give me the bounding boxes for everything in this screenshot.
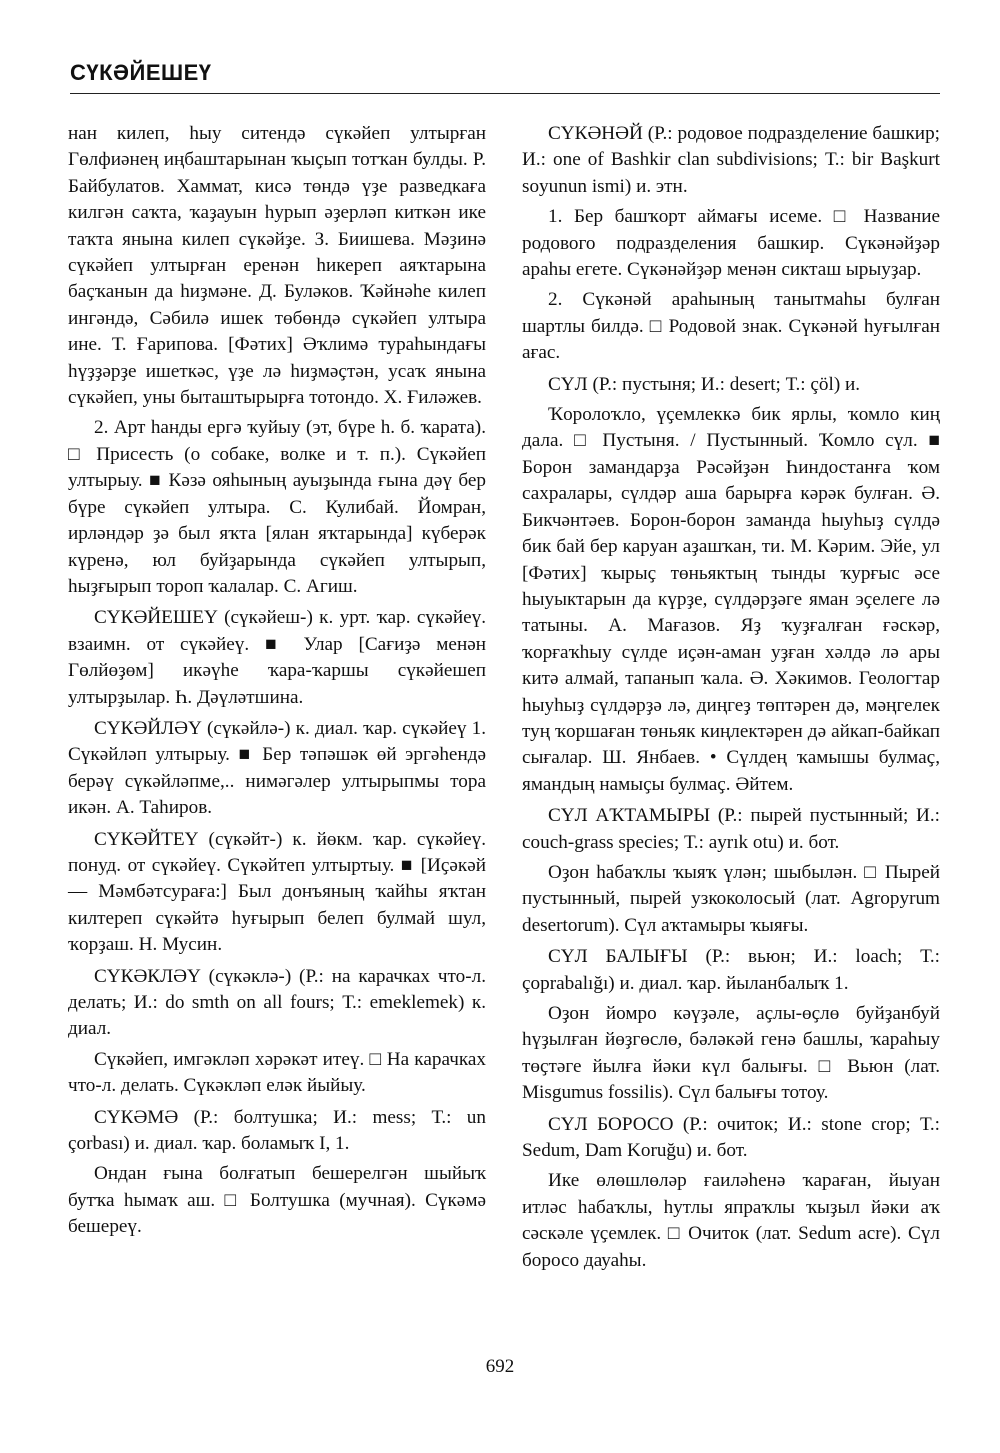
entry-paragraph: СҮКӘЙТЕҮ (сүкәйт-) к. йөкм. ҡар. сүкәйеү. понуд. от сүкәйеү. Сүкәйтеп ултыртыу. ■ [Иҫәкәй — Мәмбәтсураға:] Был донъяның ҡайһы яҡтан килтереп сүкәйтә һуғырып белеп булмай шул, ҡорҙаш. Н. Мусин. [68,828,486,956]
entry-paragraph: Ҡоролоҡло, үҫемлеккә бик ярлы, ҡомло киң дала. □ Пустыня. / Пустынный. Ҡомло сүл. ■ Борон замандарҙа Рәсәйҙән Һиндостанға ҡом сахралары, сүлдәр аша барырға кәрәк булған. Ә. Бикчәнтәев. Борон-борон заманда һыуһыҙ сүлдә бик бай бер каруан аҙашҡан, ти. М. Кәрим. Эйе, ул [Фәтих] ҡырыҫ төньяктың тынды ҡурғыс әсе һыуыктарын да күрҙе, сүлдәрҙәге яман эҫелеге лә татыны. А. Мағазов. Яҙ ҡуҙғалған ғәскәр, ҡорғаҡһыу сүлде иҫән-аман уҙған хәлдә лә ары китә алмай, тапанып ҡала. Ә. Хәкимов. Геологтар һыуһыҙ сүлдәрҙә лә, диңгеҙ төптәрен дә, мәңгелек туң ҡоршаған төньяк киңлектәрен дә айкап-байкап сығалар. Ш. Янбаев. • Сүлдең ҡамышы булмаҫ, ямандың намыҫы булмаҫ. Әйтем. [522,404,940,795]
entry-paragraph: 2. Сүкәнәй араһының танытмаһы булған шартлы билдә. □ Родовой знак. Сүкәнәй һуғылған ағас. [522,289,940,364]
entry-paragraph: СҮКӘЙЕШЕҮ (сүкәйеш-) к. урт. ҡар. сүкәйеү. взаимн. от сүкәйеү. ■ Улар [Сағиҙә менән Гөлйөҙөм] икәүһе ҡара-ҡаршы сүкәйешеп ултырҙылар. Һ. Дәүләтшина. [68,607,486,708]
entry-paragraph: 1. Бер башҡорт аймағы исеме. □ Название родового подразделения башкир. Сүкәнәйҙәр араһы егете. Сүкәнәйҙәр менән сикташ ырыуҙар. [522,206,940,281]
entry-paragraph: нан килеп, һыу ситендә сүкәйеп ултырған Гөлфиәнең иңбаштарынан ҡыҫып тотҡан булды. Р. Байбулатов. Хаммат, кисә төндә үҙе разведкаға килгән саҡта, ҡаҙауын һурып әҙерләп киткән ике таҡта янына килеп сүкәйҙе. З. Биишева. Мәҙинә сүкәйеп ултырған еренән һикереп аяҡтарына баҫҡанын да һиҙмәне. Д. Буләков. Ҡәйнәһе килеп ингәндә, Сәбилә ишек төбөндә сүкәйеп ултыра ине. Т. Ғарипова. [Фәтих] Әҡлимә тураһындағы һүҙҙәрҙе ишеткәс, үҙе лә һиҙмәҫтән, усаҡ янына сүкәйеп, уны быташтырырға тотондо. Х. Ғиләжев. [68,123,486,409]
page-number: 692 [485,1356,515,1377]
entry-paragraph: Ике өлөшлөләр ғаиләһенә ҡараған, йыуан итләс һабаҡлы, һутлы япраҡлы ҡыҙыл йәки аҡ сәскәле үҫемлек. □ Очиток (лат. Sedum acre). Сүл боросо дауаһы. [522,1170,940,1271]
entry-paragraph: Ондан ғына болғатып бешерелгән шыйыҡ бутҡа һымаҡ аш. □ Болтушка (мучная). Сүкәмә бешереү. [68,1163,486,1238]
entry-paragraph: Оҙон йомро кәүҙәле, аҫлы-өҫлө буйҙанбуй һүҙылған йөҙгөслө, бәләкәй генә башлы, ҡараһыу төҫтәге йылға йәки күл балығы. □ Вьюн (лат. Misgumus fossilis). Сүл балығы тотоу. [522,1003,940,1104]
entry-paragraph: Оҙон һабаҡлы ҡыяҡ үлән; шыбылән. □ Пырей пустынный, пырей узкоколосый (лат. Agropyrum desertorum). Сүл аҡтамыры ҡыяғы. [522,861,940,936]
entry-paragraph: СҮКӘНӘЙ (Р.: родовое подразделение башкир; И.: one of Bashkir clan subdivisions; Т.: bir Başkurt soyunun ismi) и. этн. [522,123,940,197]
entry-paragraph: СҮЛ БАЛЫҒЫ (Р.: вьюн; И.: loach; Т.: çoprabalığı) и. диал. ҡар. йыланбалыҡ 1. [522,946,940,994]
entry-paragraph: СҮКӘМӘ (Р.: болтушка; И.: mess; Т.: un çorbası) и. диал. ҡар. боламыҡ I, 1. [68,1106,486,1155]
entry-paragraph: СҮЛ (Р.: пустыня; И.: desert; Т.: çöl) и. [548,373,861,395]
right-column [522,121,940,1274]
running-head: СҮКӘЙЕШЕҮ [70,60,212,85]
entry-paragraph: Сүкәйеп, имгәкләп хәрәкәт итеү. □ На карачках что-л. делать. Сүкәкләп еләк йыйыу. [68,1048,486,1097]
header-rule [70,93,940,94]
left-column [68,121,486,1241]
entry-paragraph: 2. Арт һанды ергә ҡуйыу (эт, бүре һ. б. ҡарата). □ Присесть (о собаке, волке и т. п.). Сүкәйеп ултырыу. ■ Кәзә ояһының ауыҙында ғына дәү бер бүре сүкәйеп ултыра. С. Кулибай. Йомран, ирләндәр ҙә был яҡта [ялан яҡтарында] күберәк күренә, юл буйҙарында сүкәйеп ултырып, һыҙғырып тороп ҡалалар. С. Агиш. [68,417,486,597]
entry-paragraph: СҮЛ БОРОСО (Р.: очиток; И.: stone crop; Т.: Sedum, Dam Koruğu) и. бот. [522,1113,940,1162]
entry-paragraph: СҮКӘЙЛӘҮ (сүкәйлә-) к. диал. ҡар. сүкәйеү 1. Сүкәйләп ултырыу. ■ Бер тәпәшәк өй эргәһендә берәү сүкәйләпме,.. нимәгәлер ултырыпмы тора икән. А. Таһиров. [68,717,486,819]
entry-paragraph: СҮЛ АҠТАМЫРЫ (Р.: пырей пустынный; И.: couch-grass species; Т.: ayrık otu) и. бот. [522,805,940,853]
entry-paragraph: СҮКӘКЛӘҮ (сүкәклә-) (Р.: на карачках что-л. делать; И.: do smth on all fours; Т.: emeklemek) к. диал. [68,965,486,1040]
